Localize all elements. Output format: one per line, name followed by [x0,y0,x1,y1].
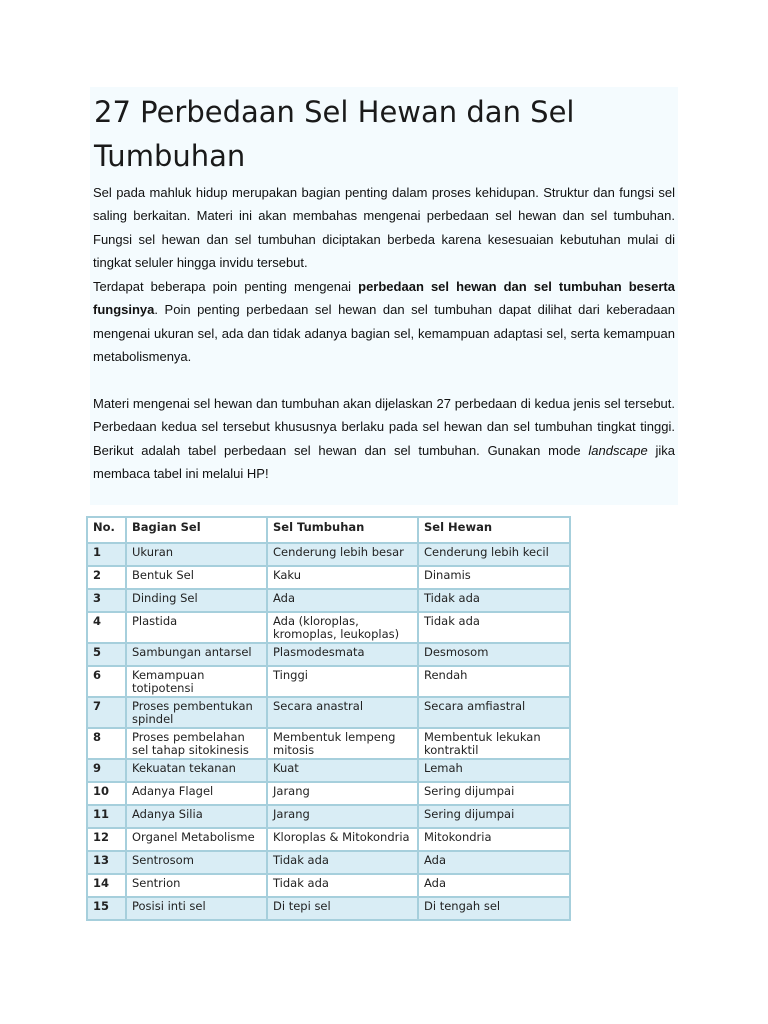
cell-bagian-sel: Sambungan antarsel [126,643,267,666]
header-no: No. [87,517,126,543]
cell-no: 3 [87,589,126,612]
cell-sel-tumbuhan: Membentuk lempeng mitosis [267,728,418,759]
cell-sel-hewan: Di tengah sel [418,897,570,920]
table-row [87,543,570,566]
table-row [87,589,570,612]
material-paragraph [93,392,675,486]
cell-bagian-sel: Adanya Flagel [126,782,267,805]
cell-no: 2 [87,566,126,589]
cell-sel-tumbuhan: Di tepi sel [267,897,418,920]
cell-no: 14 [87,874,126,897]
cell-no: 13 [87,851,126,874]
cell-bagian-sel: Dinding Sel [126,589,267,612]
cell-no: 11 [87,805,126,828]
key-points-text-start: Terdapat beberapa poin penting mengenai [93,279,359,294]
cell-sel-hewan: Sering dijumpai [418,782,570,805]
header-sel-tumbuhan: Sel Tumbuhan [267,517,418,543]
table-row [87,851,570,874]
cell-no: 10 [87,782,126,805]
table-row [87,828,570,851]
cell-sel-tumbuhan: Secara anastral [267,697,418,728]
cell-sel-hewan: Tidak ada [418,589,570,612]
table-header-row [87,517,570,543]
header-sel-hewan: Sel Hewan [418,517,570,543]
cell-sel-tumbuhan: Plasmodesmata [267,643,418,666]
cell-sel-tumbuhan: Kloroplas & Mitokondria [267,828,418,851]
cell-sel-hewan: Tidak ada [418,612,570,643]
cell-bagian-sel: Kekuatan tekanan [126,759,267,782]
cell-sel-tumbuhan: Tinggi [267,666,418,697]
cell-bagian-sel: Kemampuan totipotensi [126,666,267,697]
table-row [87,612,570,643]
key-points-text-end: . Poin penting perbedaan sel hewan dan sel tumbuhan dapat dilihat dari keberadaan mengenai ukuran sel, ada dan tidak adanya bagian sel, kemampuan adaptasi sel, serta kemampuan metabolismenya. [93,302,675,365]
cell-bagian-sel: Ukuran [126,543,267,566]
cell-sel-hewan: Rendah [418,666,570,697]
cell-sel-tumbuhan: Jarang [267,805,418,828]
comparison-table [86,516,571,921]
cell-bagian-sel: Proses pembelahan sel tahap sitokinesis [126,728,267,759]
header-bagian-sel: Bagian Sel [126,517,267,543]
table-row [87,666,570,697]
cell-sel-hewan: Sering dijumpai [418,805,570,828]
cell-bagian-sel: Adanya Silia [126,805,267,828]
material-text-end: jika membaca tabel ini melalui HP! [93,442,675,482]
page-title: 27 Perbedaan Sel Hewan dan Sel Tumbuhan [94,95,575,173]
cell-bagian-sel: Sentrion [126,874,267,897]
cell-sel-tumbuhan: Cenderung lebih besar [267,543,418,566]
cell-no: 7 [87,697,126,728]
cell-sel-hewan: Desmosom [418,643,570,666]
cell-no: 4 [87,612,126,643]
table-row [87,566,570,589]
cell-bagian-sel: Proses pembentukan spindel [126,697,267,728]
cell-bagian-sel: Sentrosom [126,851,267,874]
cell-sel-tumbuhan: Kaku [267,566,418,589]
key-points-paragraph [93,275,675,369]
intro-paragraph: Sel pada mahluk hidup merupakan bagian penting dalam proses kehidupan. Struktur dan fungsi sel saling berkaitan. Materi ini akan membahas mengenai perbedaan sel hewan dan sel tumbuhan. Fungsi sel hewan dan sel tumbuhan diciptakan berbeda karena kesesuaian kebutuhan mulai di tingkat seluler hingga invidu tersebut. [93,185,675,271]
cell-sel-hewan: Ada [418,874,570,897]
table-row [87,697,570,728]
cell-sel-tumbuhan: Jarang [267,782,418,805]
table-row [87,782,570,805]
cell-no: 5 [87,643,126,666]
cell-sel-tumbuhan: Kuat [267,759,418,782]
table-row [87,643,570,666]
cell-no: 6 [87,666,126,697]
cell-sel-hewan: Ada [418,851,570,874]
cell-no: 12 [87,828,126,851]
table-row [87,874,570,897]
cell-sel-hewan: Secara amfiastral [418,697,570,728]
cell-bagian-sel: Posisi inti sel [126,897,267,920]
table-row [87,897,570,920]
cell-sel-tumbuhan: Ada [267,589,418,612]
cell-sel-hewan: Cenderung lebih kecil [418,543,570,566]
cell-bagian-sel: Plastida [126,612,267,643]
cell-no: 1 [87,543,126,566]
cell-no: 15 [87,897,126,920]
cell-bagian-sel: Bentuk Sel [126,566,267,589]
table-row [87,805,570,828]
cell-no: 9 [87,759,126,782]
landscape-italic-text: landscape [588,442,648,458]
cell-sel-hewan: Mitokondria [418,828,570,851]
cell-sel-tumbuhan: Tidak ada [267,874,418,897]
cell-sel-tumbuhan: Tidak ada [267,851,418,874]
table-row [87,728,570,759]
cell-sel-hewan: Membentuk lekukan kontraktil [418,728,570,759]
cell-no: 8 [87,728,126,759]
cell-sel-tumbuhan: Ada (kloroplas, kromoplas, leukoplas) [267,612,418,643]
material-text-start: Materi mengenai sel hewan dan tumbuhan akan dijelaskan 27 perbedaan di kedua jenis sel tersebut. Perbedaan kedua sel tersebut khususnya berlaku pada sel hewan dan sel tumbuhan tingkat tinggi. Berikut adalah tabel perbedaan sel hewan dan sel tumbuhan. Gunakan mode [93,396,675,458]
table-row [87,759,570,782]
cell-sel-hewan: Lemah [418,759,570,782]
cell-sel-hewan: Dinamis [418,566,570,589]
key-points-bold-text: perbedaan sel hewan dan sel tumbuhan beserta fungsinya [93,279,675,318]
cell-bagian-sel: Organel Metabolisme [126,828,267,851]
